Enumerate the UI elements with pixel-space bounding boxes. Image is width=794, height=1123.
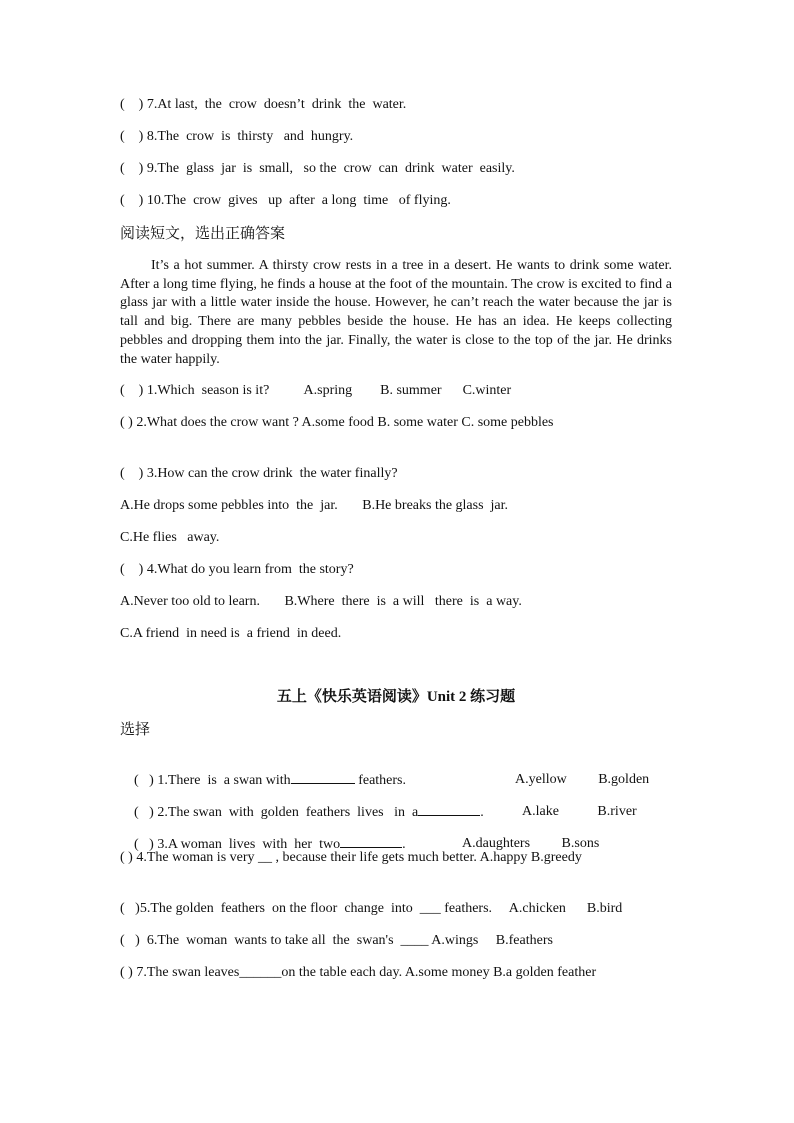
question-text-end: feathers. [354,773,406,788]
reading-question-3-options-ab: A.He drops some pebbles into the jar. B.He breaks the glass jar. [120,498,509,513]
answer-paren: ( ) [134,805,154,820]
reading-passage: It’s a hot summer. A thirsty crow rests in a tree in a desert. He wants to drink some water. After a long time flying, he finds a house at the foot of the mountain. The crow is excited to find a glass jar with a little water inside the house. However, he can’t reach the water because the jar is tall and big. There are many pebbles beside the house. He has an idea. He keeps collecting pebbles and dropping them into the jar. Finally, the water is close to the top of the jar. He drinks the water happily. [120,258,672,367]
reading-question-4-option-c: C.A friend in need is a friend in deed. [120,626,342,641]
reading-question-3-option-c: C.He flies away. [120,530,220,545]
answer-paren: ( ) [134,837,154,852]
question-options: A.yellow B.golden [515,772,650,787]
tf-question-7: ( ) 7.At last, the crow doesn’t drink the water. [120,97,407,112]
reading-question-4: ( ) 4.What do you learn from the story? [120,562,354,577]
reading-question-4-options-ab: A.Never too old to learn. B.Where there is a will there is a way. [120,594,522,609]
choice-question-7: ( ) 7.The swan leaves______on the table each day. A.some money B.a golden feather [120,965,597,980]
question-text: 3.A woman lives with her two [153,837,341,852]
choice-question-4: ( ) 4.The woman is very __ , because their life gets much better. A.happy B.greedy [120,850,582,865]
tf-question-10: ( ) 10.The crow gives up after a long time of flying. [120,193,451,208]
choice-question-5: ( )5.The golden feathers on the floor change into ___ feathers. A.chicken B.bird [120,901,623,916]
reading-question-2: ( ) 2.What does the crow want ? A.some food B. some water C. some pebbles [120,415,554,430]
tf-question-8: ( ) 8.The crow is thirsty and hungry. [120,129,354,144]
answer-blank [418,803,480,816]
question-options: A.lake B.river [522,804,637,819]
choice-question-6: ( ) 6.The woman wants to take all the swan's ____ A.wings B.feathers [120,933,553,948]
answer-blank [340,835,402,848]
question-text-end: . [402,837,406,852]
reading-question-1: ( ) 1.Which season is it? A.spring B. summer C.winter [120,383,512,398]
answer-paren: ( ) [134,773,154,788]
question-options: A.daughters B.sons [462,836,600,851]
choice-section-heading: 选择 [120,720,151,738]
question-text-end: . [480,805,484,820]
question-text: 2.The swan with golden feathers lives in a [153,805,419,820]
tf-question-9: ( ) 9.The glass jar is small, so the crow can drink water easily. [120,161,515,176]
question-text: 1.There is a swan with [153,773,291,788]
answer-blank [291,771,355,784]
reading-question-3: ( ) 3.How can the crow drink the water finally? [120,466,398,481]
reading-section-heading: 阅读短文，选出正确答案 [120,224,286,242]
unit-2-title: 五上《快乐英语阅读》Unit 2 练习题 [276,689,516,705]
